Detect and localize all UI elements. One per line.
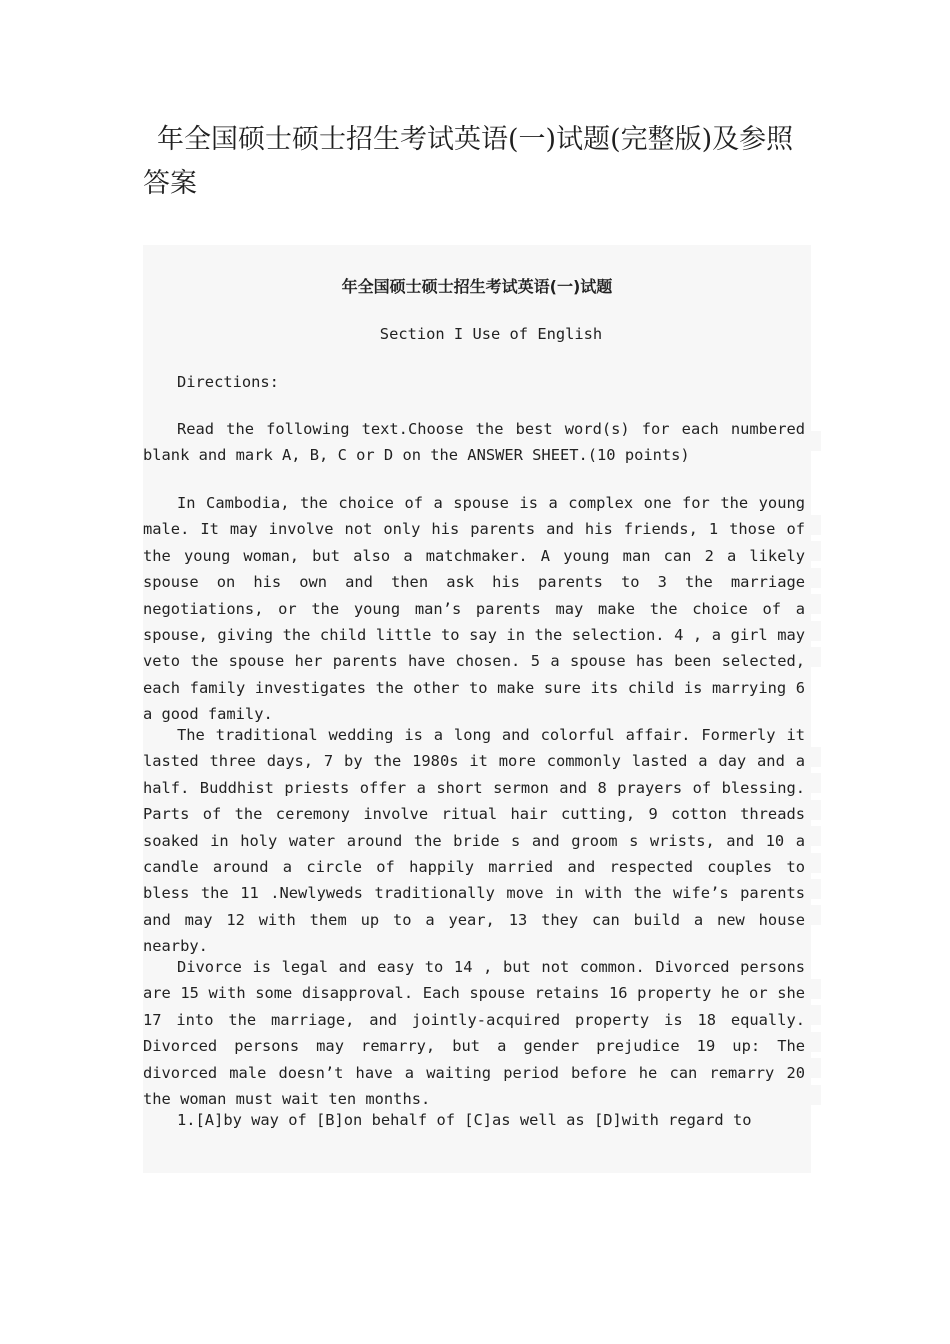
stripe	[811, 515, 821, 535]
background-stripes	[811, 245, 821, 1173]
instructions-paragraph: Read the following text.Choose the best word(s) for each numbered blank and mark A, B, C or D on the ANSWER SHEET.(10 points)	[143, 420, 805, 465]
stripe	[811, 431, 821, 451]
stripe	[811, 541, 821, 561]
question-1: 1.[A]by way of [B]on behalf of [C]as well as [D]with regard to	[177, 1111, 752, 1129]
stripe	[811, 979, 821, 999]
passage-paragraph-2: The traditional wedding is a long and colorful affair. Formerly it lasted three days, 7 by the 1980s it more commonly lasted a day and a half. Buddhist priests offer a short sermon and 8 prayers of blessing. Parts of the ceremony involve ritual hair cutting, 9 cotton threads soaked in holy water around the bride s and groom s wrists, and 10 a candle around a circle of happily married and respected couples to bless the 11 .Newlyweds traditionally move in with the wife’s parents and may 12 with them up to a year, 13 they can build a new house nearby.	[143, 726, 805, 956]
stripe	[811, 905, 821, 925]
stripe	[811, 621, 821, 641]
stripe	[811, 853, 821, 873]
stripe	[811, 594, 821, 614]
content-box	[143, 245, 811, 1173]
stripe	[811, 568, 821, 588]
stripe	[811, 800, 821, 820]
exam-title: 年全国硕士硕士招生考试英语(一)试题	[341, 277, 613, 296]
passage-paragraph-1: In Cambodia, the choice of a spouse is a complex one for the young male. It may involve not only his parents and his friends, 1 those of the young woman, but also a matchmaker. A young man can 2 a likely spouse on his own and then ask his parents to 3 the marriage negotiations, or the young man’s parents may make the choice of a spouse, giving the child little to say in the selection. 4 , a girl may veto the spouse her parents have chosen. 5 a spouse has been selected, each family investigates the other to make sure its child is marrying 6 a good family.	[143, 494, 805, 724]
stripe	[811, 747, 821, 767]
stripe	[811, 1032, 821, 1052]
document-title: 年全国硕士硕士招生考试英语(一)试题(完整版)及参照答案	[143, 124, 794, 199]
stripe	[811, 1058, 821, 1078]
section-heading: Section I Use of English	[379, 325, 603, 343]
stripe	[811, 1005, 821, 1025]
directions-label: Directions:	[177, 373, 279, 391]
stripe	[811, 826, 821, 846]
stripe	[811, 879, 821, 899]
stripe	[811, 647, 821, 667]
stripe	[811, 773, 821, 793]
passage-paragraph-3: Divorce is legal and easy to 14 , but not common. Divorced persons are 15 with some disapproval. Each spouse retains 16 property he or she 17 into the marriage, and jointly-acquired property is 18 equally. Divorced persons may remarry, but a gender prejudice 19 up: The divorced male doesn’t have a waiting period before he can remarry 20 the woman must wait ten months.	[143, 958, 805, 1109]
stripe	[811, 1085, 821, 1105]
